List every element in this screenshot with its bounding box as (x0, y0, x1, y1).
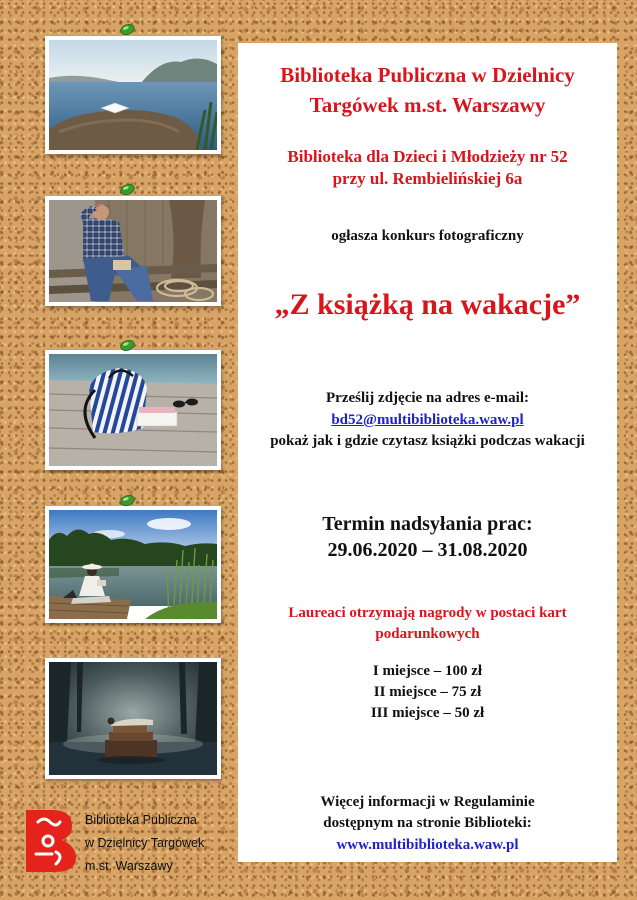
more-info-line-1: Więcej informacji w Regulaminie (320, 794, 535, 810)
prize-first-place: I miejsce – 100 zł (372, 663, 483, 679)
branch-address: przy ul. Rembielińskiej 6a (332, 169, 523, 188)
books (137, 407, 177, 426)
prizes-intro-line-2: podarunkowych (375, 626, 480, 642)
submission-task: pokaż jak i gdzie czytasz książki podczas wakacji (270, 433, 585, 449)
photo-3 (45, 350, 221, 470)
library-logo-icon (22, 808, 78, 874)
prizes-intro-line-1: Laureaci otrzymają nagrody w postaci kart (288, 605, 567, 621)
pushpin-icon (120, 494, 135, 507)
announcement-panel (238, 43, 617, 862)
submission-instruction: Prześlij zdjęcie na adres e-mail: (326, 390, 529, 406)
organizer-line-2: Targówek m.st. Warszawy (309, 93, 546, 117)
logo-text-line-2: w Dzielnicy Targówek (85, 836, 205, 850)
photo-1-image (49, 40, 217, 150)
deadline-label: Termin nadsyłania prac: (322, 513, 533, 535)
library-logo (20, 806, 230, 878)
announcement-text: ogłasza konkurs fotograficzny (331, 228, 524, 244)
pushpin-icon (120, 23, 135, 36)
deadline-dates: 29.06.2020 – 31.08.2020 (327, 539, 528, 561)
branch-line-1: Biblioteka dla Dzieci i Młodzieży nr 52 (287, 147, 568, 166)
prize-second-place: II miejsce – 75 zł (373, 684, 482, 700)
organizer-line-1: Biblioteka Publiczna w Dzielnicy (280, 63, 575, 87)
website-line (238, 835, 617, 855)
website-link[interactable]: www.multibiblioteka.waw.pl (336, 837, 519, 853)
photo-1 (45, 36, 221, 154)
photo-3-image (49, 354, 217, 466)
prize-third-place: III miejsce – 50 zł (370, 705, 485, 721)
photo-4 (45, 506, 221, 623)
photo-2-image (49, 200, 217, 302)
photo-5-image (49, 662, 217, 775)
photo-5 (45, 658, 221, 779)
email-link[interactable]: bd52@multibiblioteka.waw.pl (331, 412, 524, 428)
photo-4-image (49, 510, 217, 619)
logo-text-line-1: Biblioteka Publiczna (85, 813, 197, 827)
pushpin-icon (120, 339, 135, 352)
pushpin-icon (120, 183, 135, 196)
contest-title: „Z książką na wakacje” (274, 288, 581, 321)
more-info-line-2: dostępnym na stronie Biblioteki: (323, 815, 532, 831)
photo-2 (45, 196, 221, 306)
logo-text-line-3: m.st. Warszawy (85, 859, 173, 873)
email-line (238, 410, 617, 430)
